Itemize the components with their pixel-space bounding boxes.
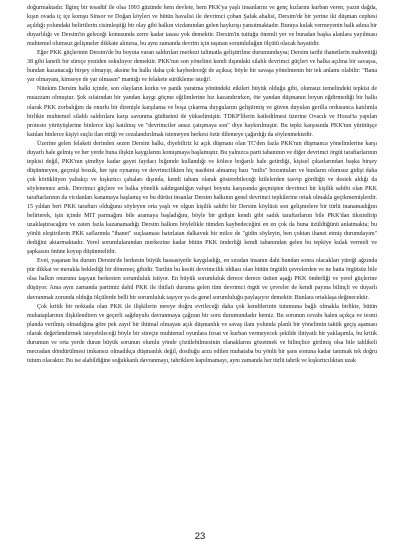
page-number: 23 — [194, 531, 206, 542]
paragraph-2: Eğer PKK güçlerinin Dersim'de bu boyuta varan saldırıları merkezi talimatla gelişitrilme durumundaysa; Dersim tarihi ihanetlerin mahvettiği 38 gibi lanetli bir süreçe yeniden sokuluyor demektir. PKK'nın son yönelimi kendi dışındaki silahlı devrimci güçleri ve halka açılma bir savaşsa, bundan kazanacağı birşey olmayıp, aksine bu halkı daha çok kaybedeceği de açıksa; böyle bir savaşa yönelmenin bir tek anlamı olabilir: "Bana yar olmayanı, kimseye de yar olmasın" mantığı ve felakete sürükleme isteği!. — [27, 50, 377, 84]
paragraph-6: Çok kritik bir noktada olan PKK ile ilişkilerin nereye doğru evrileceği daha çok kendilerinin tutumuna bağlı olmakla birlikte, bütün muhataplarının ilişkilendiren ve geçerli sağduyulu davranmaya çağıran bir soru durumundadır hemiz. Bu sorunun cevabı halen açıkça ve tesmi planda verilmiş olmadığına göre pek zayıf bir ihtimal olmayan açık düşmanlık ve savaş ilanı yolunda planlı bir yönelimin taktik geçiş aşaması olarak değerlendirmek isteyebileceği böyle bir süreçte muhtemel oyunlara fırsat ve kurban vermeyecek şekilde ihtiyatlı bir yaklaşımla, bu kritik durumun ve orta yerde duran büyük sorunun olumlu yönde çözülebilmesinin olanaklarını gözetmek ve bilinçlice girilmiş olsa bile tahlikeli mecradan döndürülmesi imkansız olmadıkça düşmanlık değil, dostluğu arzu edilen muhataba bu yönlü bir şans sonuna kadar tanımak tek doğru tutum olacaktır. Bu ise alabildiğine soğukkanlı davranmayı, tahriklere kapılmamayı, aynı zamanda her türlü tahrik ve kışkırtıcılıktan uzak — [27, 303, 377, 364]
paragraph-5: Evet, yaşanan bu durum Dersim'de herkesin büyük hassasiyetle kaygıladığı, en sıradan insanın dahi bundan sonra olacakları yüreği ağzında pür dikkat ve merakla beklediği bir dönemeç gibidir. Tarihin bu kesiti devrimcilik iddiası olan bütün örgütlü çevrelerden ve ne hatta örgütsüz bile olsa halkın onurunu taşıyan herkesten sorumluluk istiyor. En büyük sorumluluk derece derece üstten aşağı PKK önderliği ve yerel güçlerine düşüyor. Ama aynı zamanda partimiz dahil PKK ile ihtilafı duruma gelen tüm devrimci örgüt ve çevreler de kendi payına bilinçli ve duyarlı davranmak zorunda olduğu ölçülerde belli bir sorumluluk taşıyor ya da genel sorumluluğu paylaşıyor demektir. Bunlara ortaklaşa değinecektir. — [27, 258, 377, 301]
paragraph-1: doğurmaktadır. İlginç bir tesadüf ile olsa 1993 güzünde hem devlete, hem PKK'ya yaşlı insanlarını ve genç kızlarını kurban veren, yazın dağda, kışın ovada iç içe komşu Sinsor ve Doğan köyleri ve bütün havalisi ile devrimci çoban Şafak ahalisi, Dersim'de bir yerine iki düşman cephesi açıldığı yolundaki belirtilerin cisimleştiği bir olay gibi halkın vicdanından gelen haykırışı yansıtmaktadır. Buraya kulak vermeyenin halk adına bir duyarlılığı ve Dersim'in geleceği konusunda zerre kadar tasası yok demektir. Dersim'in tuttuğu önemli yer ve buradan başka alanlara yayılması muhtemel olumsuz gelişmeler dikkate alınırsa, bu aynı zamanda devrim için taşınan sorumluluğun ölçütü olacak hayatidir. — [27, 5, 377, 48]
paragraph-3: Nitekim Dersim halkı içinde, son olayların korku ve panik yaratma yönündeki etkileri büyük olduğu gibi, olumsuz temelindeki tepkisi de muazzam olmuştur. Şok sıfatından bir yandan kaygı göçme eğilimlerine hız kazandırırken, öte yandan düşmanın boyun eğdirmediği bir halkı olarak PKK zorbalığını da onurlu bir direnişle karşılama ve boşa çıkarma duygularını geliştirmiş ve güven duyulan gerilla ordusunca katılımla birlikte muhtemel silahlı saldırılara karşı savunma güdüsünü de yükseltmiştir. TDKP'lilerin katledilmesi üzerine Ovacık ve Hozat'ta yapılan protesto yürüyüşlerine binlerce kişi katılmış ve "devrimciler ansız çatışmaya son" diye haykırılmıştır. Bu tepki karşısında PKK'nın yürütüşçe katılan binlerce kişiyi suçlu ilan ettiği ve cezalandırılmak istemeyen herkesi özür dilemeye çağırdığı da söylenmektedir. — [27, 86, 377, 138]
document-page — [27, 4, 377, 524]
paragraph-4: Üzerine gelen felaketi derinden sezen Dersim halkı, diyebiliriz ki açık düşmanı olan TC'den fazla PKK'nın düşmanca yönelimlerine karşı duyarlı hale gelmiş ve her yerde buna ilişkin kaygılarını konuşmaya başlamıştır. Bu yalnızca parti tabanının ve diğer devrimci örgüt taraftarlarının tepkisi değil, PKK'nın şimdiye kadar gayet faydacı bığımde kullandığı ve kölece boğarılı hale getirdiği, kişisel çıkarlarından başka birşey düşünmeyen, geçmişi bozuk, her işte oynamış ve devrimcilikten hiç nasibini almamış bazı "milis" bozuntuları ve bunların olumsuz gidişi daha çok körüklüyen yaltakçı ve kışkırtıcı çabaları dışında, kendi tabanı olarak gösterebileceği kitlelerden tasvip gördüğü ve destek aldığı da söylenemez artık. Devrimci güçlere ve halka yönelik saldırganlığın vahşet boyutu karşısında geçmişten devrimci bir kişilik sahibi olan PKK taraftarlarının da vicdanları kanamaya başlamış ve bu dürüst insanlar Dersim halkının genel devrimci tepkilerine ortak olmakla geçikmemişlerdir. 15 yıldan beri PKK taraftarı olduğunu söyleyen orta yaşlı ve olgun kişilik sahibi bir Dersim köylüsü son gelişmelere bir türlü inanamadığını belirterek, işin içinde MIT parmağını bile aramaya başladığını, böyle bir gidişin kendi gibi sadık taraftarlarını bile PKK'dan tiksindirip uzaklaştıracağını ve zaten fazla kazanamadığı Dersim halkını böylelikle tümden kaybedeceğini en en çok da buna üzüldüğünü anlatmakta; bu yönlü eleştirilerin PKK saflarında "ihanet" suçlaaması hatırlatan dalkavuk bir milce de "gidin söyleyin, ben çoktan ihanet etmiş durumdayım" dediğini aktarmaktadır. Yerel sorumlulanından merkezine kadar bütün PKK önderliği kendi tabanından gelen bu tepkiye kulak vermeli ve şapkasını önüne koyup düşünmelidir. — [27, 140, 377, 256]
